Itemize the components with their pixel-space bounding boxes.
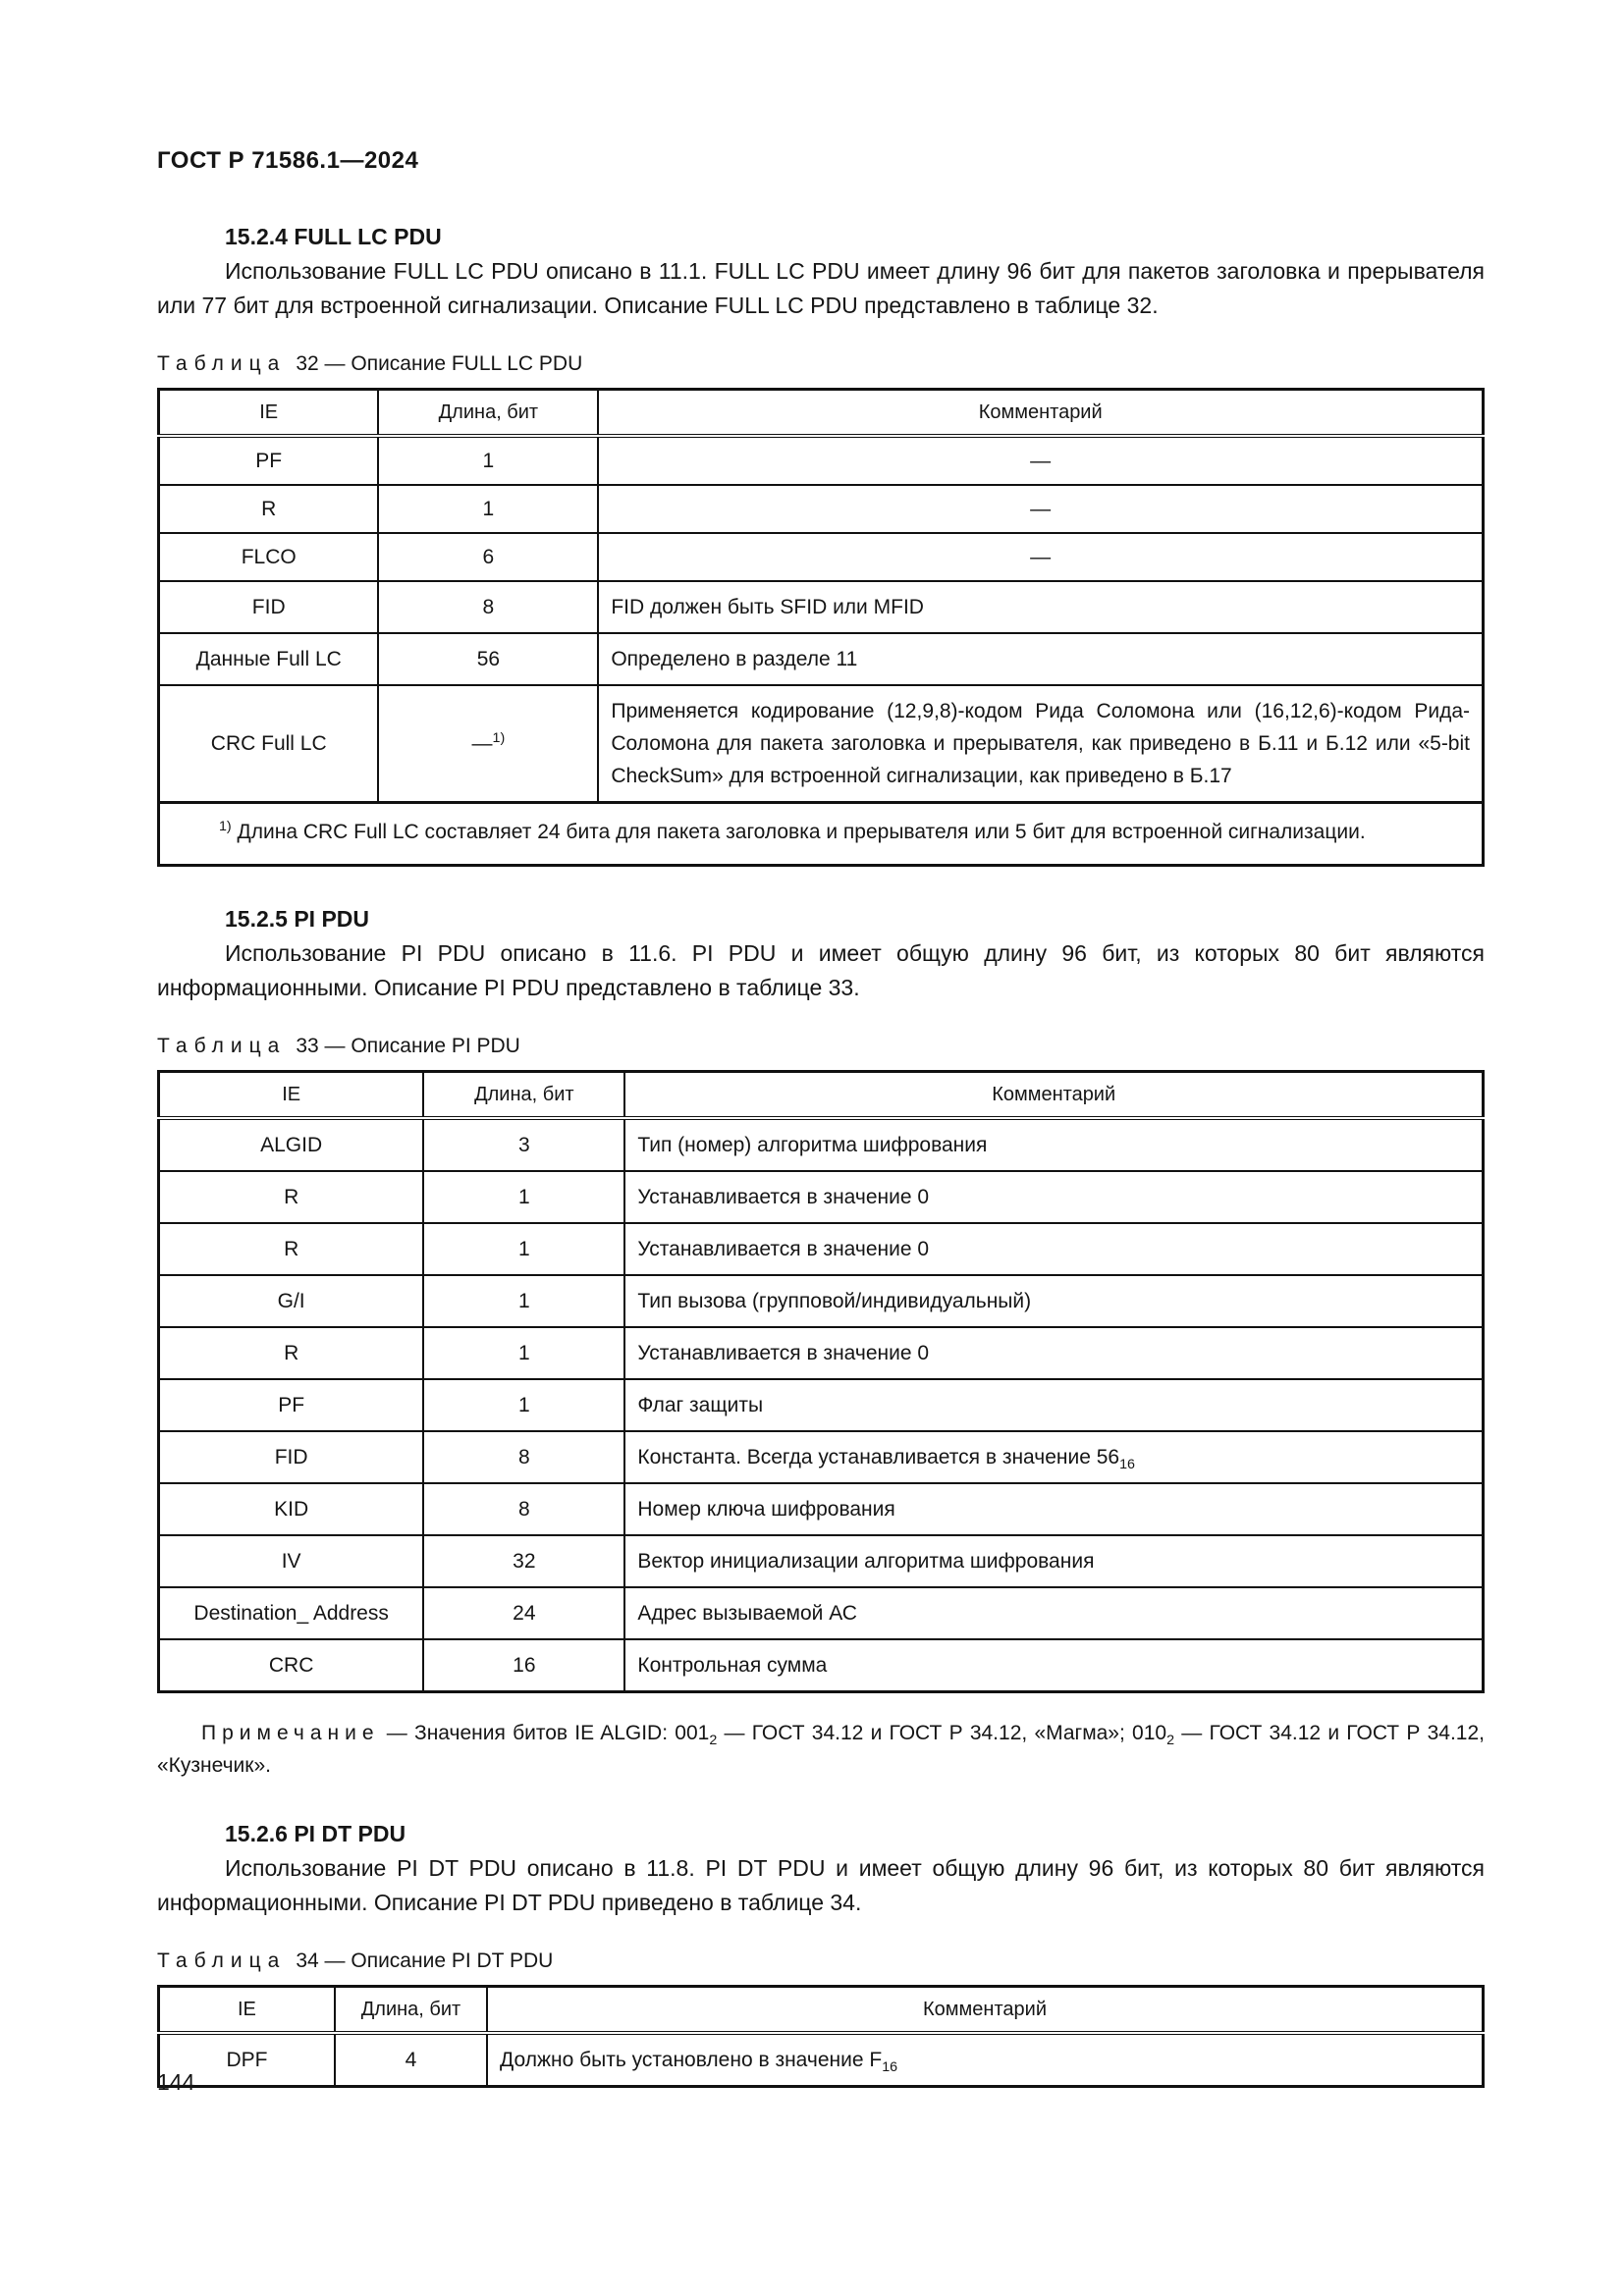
caption-text: 32 — Описание FULL LC PDU bbox=[296, 352, 583, 375]
table-row bbox=[159, 1639, 1484, 1692]
table-row bbox=[159, 1275, 1484, 1327]
table-cell: FID bbox=[159, 581, 379, 633]
column-header: IE bbox=[159, 1987, 335, 2034]
table-cell: —$^{1)}$ bbox=[378, 685, 598, 803]
table-cell: Данные Full LC bbox=[159, 633, 379, 685]
table-cell: Применяется кодирование (12,9,8)-кодом Рида Соломона или (16,12,6)-кодом Рида-Соломона для пакета заголовка и прерывателя, как приведено в Б.11 и Б.12 или «5-bit CheckSum» для встроенной сигнализации, как приведено в Б.17 bbox=[598, 685, 1483, 803]
table-row bbox=[159, 1535, 1484, 1587]
caption-label: Таблица bbox=[157, 352, 287, 375]
table-cell: — bbox=[598, 533, 1483, 581]
table-cell: 1 bbox=[378, 485, 598, 533]
table-cell: Адрес вызываемой АС bbox=[624, 1587, 1483, 1639]
table-cell: Destination_ Address bbox=[159, 1587, 424, 1639]
table-caption-32 bbox=[157, 352, 1485, 376]
table-cell: 1 bbox=[423, 1223, 624, 1275]
note-label: Примечание bbox=[201, 1722, 380, 1744]
table-row bbox=[159, 1223, 1484, 1275]
table-cell: CRC Full LC bbox=[159, 685, 379, 803]
table-cell: 32 bbox=[423, 1535, 624, 1587]
table-cell: 1 bbox=[423, 1379, 624, 1431]
caption-label: Таблица bbox=[157, 1035, 287, 1057]
table-cell: 8 bbox=[423, 1431, 624, 1483]
table-caption-33 bbox=[157, 1035, 1485, 1058]
table-cell: Устанавливается в значение 0 bbox=[624, 1327, 1483, 1379]
table-row bbox=[159, 533, 1484, 581]
table-cell: Контрольная сумма bbox=[624, 1639, 1483, 1692]
table-header-row bbox=[159, 1072, 1484, 1119]
table-cell: G/I bbox=[159, 1275, 424, 1327]
note-under-table-33: Примечание — Значения битов IE ALGID: $001_2$ — ГОСТ 34.12 и ГОСТ Р 34.12, «Магма»; $010_2$ — ГОСТ 34.12 и ГОСТ Р 34.12, «Кузнечик». bbox=[157, 1722, 1485, 1777]
table-cell: R bbox=[159, 1171, 424, 1223]
table-cell: Должно быть установлено в значение $F_{16}$ bbox=[487, 2033, 1483, 2087]
body-paragraph: Использование PI DT PDU описано в 11.8. PI DT PDU и имеет общую длину 96 бит, из которых 80 бит являются информационными. Описание PI DT PDU приведено в таблице 34. bbox=[157, 1855, 1485, 1915]
table-cell: 6 bbox=[378, 533, 598, 581]
table-cell: Вектор инициализации алгоритма шифрования bbox=[624, 1535, 1483, 1587]
table-row bbox=[159, 1118, 1484, 1171]
table-cell: — bbox=[598, 436, 1483, 485]
column-header: IE bbox=[159, 1072, 424, 1119]
column-header: Длина, бит bbox=[423, 1072, 624, 1119]
caption-text: 33 — Описание PI PDU bbox=[296, 1035, 520, 1057]
table-cell: IV bbox=[159, 1535, 424, 1587]
table-cell: 8 bbox=[423, 1483, 624, 1535]
table-row bbox=[159, 1327, 1484, 1379]
column-header: Комментарий bbox=[487, 1987, 1483, 2034]
table-row bbox=[159, 1171, 1484, 1223]
table-cell: FID должен быть SFID или MFID bbox=[598, 581, 1483, 633]
table-cell: Устанавливается в значение 0 bbox=[624, 1223, 1483, 1275]
table-cell: Устанавливается в значение 0 bbox=[624, 1171, 1483, 1223]
table-header-row bbox=[159, 1987, 1484, 2034]
column-header: Комментарий bbox=[598, 390, 1483, 437]
column-header: Длина, бит bbox=[378, 390, 598, 437]
column-header: Комментарий bbox=[624, 1072, 1483, 1119]
table-cell: CRC bbox=[159, 1639, 424, 1692]
table-row bbox=[159, 436, 1484, 485]
table-row bbox=[159, 685, 1484, 803]
table-cell: KID bbox=[159, 1483, 424, 1535]
table-cell: Номер ключа шифрования bbox=[624, 1483, 1483, 1535]
section-heading-15-2-5: 15.2.5 PI PDU bbox=[225, 906, 370, 932]
table-cell: Определено в разделе 11 bbox=[598, 633, 1483, 685]
table-cell: Тип вызова (групповой/индивидуальный) bbox=[624, 1275, 1483, 1327]
table-cell: FLCO bbox=[159, 533, 379, 581]
table-row bbox=[159, 1587, 1484, 1639]
table-cell: 1 bbox=[423, 1171, 624, 1223]
table-cell: 8 bbox=[378, 581, 598, 633]
table-cell: 56 bbox=[378, 633, 598, 685]
table-cell: 16 bbox=[423, 1639, 624, 1692]
table-cell: FID bbox=[159, 1431, 424, 1483]
table-cell: R bbox=[159, 1223, 424, 1275]
table-cell: 1 bbox=[423, 1275, 624, 1327]
table-cell: 1 bbox=[423, 1327, 624, 1379]
table-row bbox=[159, 1379, 1484, 1431]
table-cell: 4 bbox=[335, 2033, 487, 2087]
standard-reference: ГОСТ Р 71586.1—2024 bbox=[157, 147, 419, 174]
table-row bbox=[159, 1483, 1484, 1535]
column-header: IE bbox=[159, 390, 379, 437]
table-cell: PF bbox=[159, 436, 379, 485]
table-cell: Тип (номер) алгоритма шифрования bbox=[624, 1118, 1483, 1171]
section-heading-15-2-4: 15.2.4 FULL LC PDU bbox=[225, 224, 442, 249]
table-row bbox=[159, 581, 1484, 633]
table-row bbox=[159, 485, 1484, 533]
table-cell: DPF bbox=[159, 2033, 335, 2087]
table-cell: 3 bbox=[423, 1118, 624, 1171]
caption-text: 34 — Описание PI DT PDU bbox=[296, 1949, 554, 1972]
column-header: Длина, бит bbox=[335, 1987, 487, 2034]
table-cell: 1 bbox=[378, 436, 598, 485]
table-footnote: $^{1)}$ Длина CRC Full LC составляет 24 бита для пакета заголовка и прерывателя или 5 бит для встроенной сигнализации. bbox=[159, 803, 1484, 866]
table-cell: R bbox=[159, 1327, 424, 1379]
section-heading-15-2-6: 15.2.6 PI DT PDU bbox=[225, 1821, 406, 1846]
table-caption-34 bbox=[157, 1949, 1485, 1973]
table-row bbox=[159, 2033, 1484, 2087]
data-table-33 bbox=[157, 1070, 1485, 1693]
table-cell: — bbox=[598, 485, 1483, 533]
table-cell: ALGID bbox=[159, 1118, 424, 1171]
data-table-34 bbox=[157, 1985, 1485, 2088]
body-paragraph: Использование PI PDU описано в 11.6. PI PDU и имеет общую длину 96 бит, из которых 80 бит являются информационными. Описание PI PDU представлено в таблице 33. bbox=[157, 940, 1485, 1000]
table-row bbox=[159, 1431, 1484, 1483]
table-row bbox=[159, 633, 1484, 685]
table-cell: Флаг защиты bbox=[624, 1379, 1483, 1431]
page-number: 144 bbox=[157, 2069, 195, 2095]
table-cell: R bbox=[159, 485, 379, 533]
body-paragraph: Использование FULL LC PDU описано в 11.1. FULL LC PDU имеет длину 96 бит для пакетов заголовка и прерывателя или 77 бит для встроенной сигнализации. Описание FULL LC PDU представлено в таблице 32. bbox=[157, 258, 1485, 318]
table-cell: PF bbox=[159, 1379, 424, 1431]
table-footnote-row bbox=[159, 803, 1484, 866]
data-table-32 bbox=[157, 388, 1485, 867]
caption-label: Таблица bbox=[157, 1949, 287, 1972]
table-cell: Константа. Всегда устанавливается в значение $56_{16}$ bbox=[624, 1431, 1483, 1483]
table-cell: 24 bbox=[423, 1587, 624, 1639]
table-header-row bbox=[159, 390, 1484, 437]
